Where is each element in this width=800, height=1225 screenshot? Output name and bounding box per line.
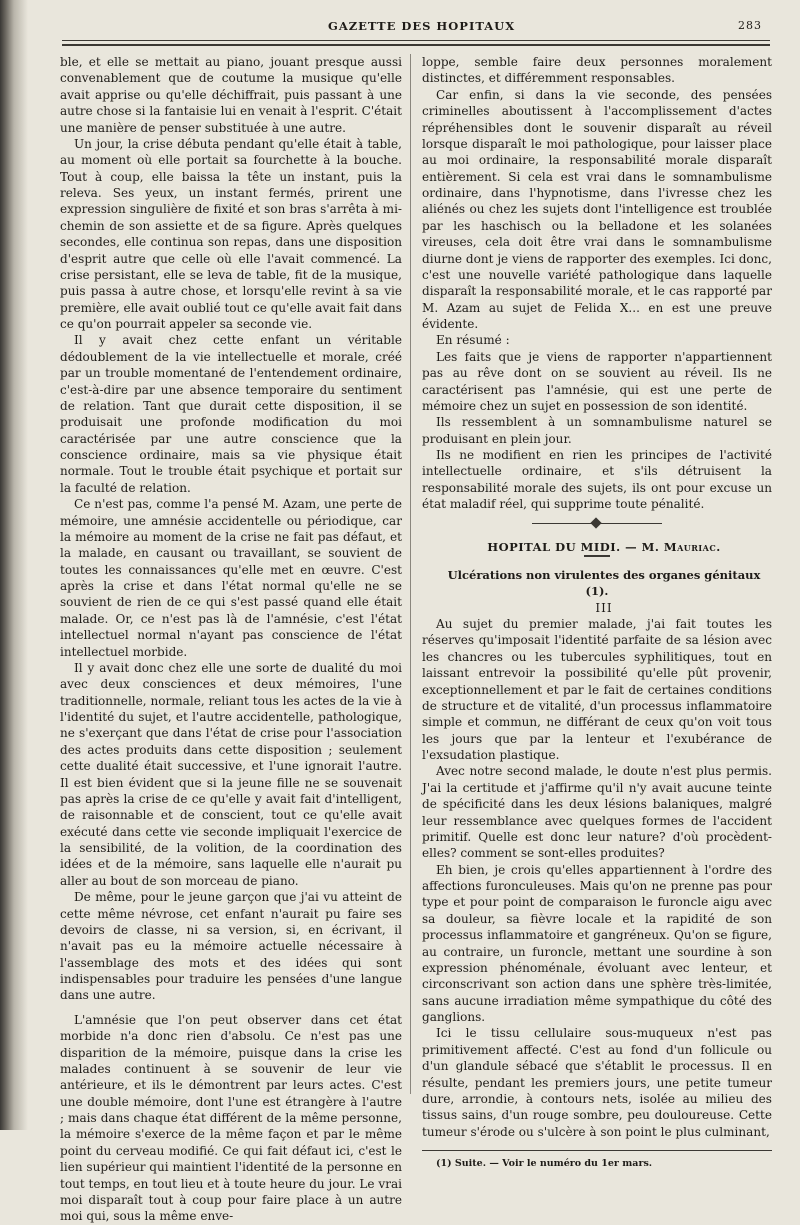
short-rule: [584, 555, 610, 557]
paragraph: Eh bien, je crois qu'elles appartiennent à l'ordre des affections furonculeuses. Mais qu'on ne prenne pas pour type et pour point de comparaison le furoncle aigu avec sa douleur, sa fièvre locale et la rapidité de son processus inflammatoire et gangréneux. Qu'on se figure, au contraire, un furoncle, mettant une sourdine à son expression phénoménale, évoluant avec lenteur, et circonscrivant son action dans une sphère très-limitée, sans aucune irradiation même sympathique du côté des ganglions.: [422, 862, 772, 1024]
left-column: [60, 54, 402, 1225]
right-column: [422, 54, 772, 1172]
footnote: (1) Suite. — Voir le numéro du 1er mars.: [436, 1158, 653, 1169]
paragraph: Il y avait donc chez elle une sorte de dualité du moi avec deux consciences et deux mémoires, l'une traditionnelle, normale, reliant tous les actes de la vie à l'identité du sujet, et l'autre accidentelle, pathologique, ne s'exerçant que dans l'état de crise pour l'association des actes produits dans cette disposition ; seulement cette dualité était successive, et l'une ignorait l'autre. Il est bien évident que si la jeune fille ne se souvenait pas après la crise de ce qu'elle y avait fait d'intelligent, de raisonnable et de conscient, tout ce qu'elle avait exécuté dans cette vie seconde impliquait l'exercice de la sensibilité, de la volition, de la coordination des idées et de la mémoire, sans laquelle elle n'aurait pu aller au bout de son morceau de piano.: [60, 660, 402, 888]
paragraph: Avec notre second malade, le doute n'est plus permis. J'ai la certitude et j'affirme qu'il n'y avait aucune teinte de spécificité dans les deux lésions balaniques, malgré leur ressemblance avec quelques formes de l'accident primitif. Quelle est donc leur nature? d'où procèdent-elles? comment se sont-elles produites?: [422, 764, 772, 861]
paragraph: Ici le tissu cellulaire sous-muqueux n'est pas primitivement affecté. C'est au fond d'un follicule ou d'un glandule sébacé que s'établit le processus. Il en résulte, pendant les premiers jours, une petite tumeur dure, arrondie, à contours nets, isolée au milieu des tissus sains, d'un rouge sombre, peu douloureuse. Cette tumeur s'érode ou s'ulcère à son point le plus culminant,: [422, 1026, 772, 1139]
article-subtitle: Ulcérations non virulentes des organes génitaux (1).: [447, 567, 761, 599]
paragraph: ble, et elle se mettait au piano, jouant presque aussi convenablement que de coutume la musique qu'elle avait apprise ou qu'elle déchiffrait, puis passant à une autre chose si la fantaisie lui en venait à l'esprit. C'était une manière de penser substituée à une autre.: [60, 55, 402, 135]
page-binding-shadow: [0, 0, 28, 1130]
paragraph: De même, pour le jeune garçon que j'ai vu atteint de cette même névrose, cet enfant n'aurait pu faire ses devoirs de classe, ni sa version, si, en écrivant, il n'avait pas eu la mémoire actuelle nécessaire à l'assemblage des mots et des idées qui sont indispensables pour traduire les pensées d'une langue dans une autre.: [60, 890, 402, 1003]
section-heading: [422, 539, 772, 555]
footnote-rule: [422, 1150, 772, 1151]
paragraph: En résumé :: [436, 333, 510, 348]
section-author: — M. Mauriac.: [625, 539, 721, 554]
paragraph: Au sujet du premier malade, j'ai fait toutes les réserves qu'imposait l'identité parfaite de sa lésion avec les chancres ou les tubercules syphilitiques, tout en laissant entrevoir la possibilité qu'elle pût provenir, exceptionnellement et par le fait de certaines conditions de structure et de vitalité, d'un processus inflammatoire simple et commun, ne différant de ceux qu'on voit tous les jours que par la lenteur et l'exubérance de l'exsudation plastique.: [422, 617, 772, 762]
paragraph: Ce n'est pas, comme l'a pensé M. Azam, une perte de mémoire, une amnésie accidentelle ou périodique, car la mémoire au moment de la crise ne fait pas défaut, et la malade, en causant ou travaillant, se souvient de toutes les connaissances qu'elle met en œuvre. C'est après la crise et dans l'état normal qu'elle ne se souvient de rien de ce qui s'est passé quand elle était malade. Or, ce n'est pas là de l'amnésie, c'est l'état intellectuel normal n'ayant pas conscience de l'état intellectuel morbide.: [60, 497, 402, 659]
paragraph: Ils ressemblent à un somnambulisme naturel se produisant en plein jour.: [422, 415, 772, 446]
page-number: 283: [738, 19, 762, 32]
hospital-name: HOPITAL DU MIDI.: [487, 539, 621, 554]
paragraph: loppe, semble faire deux personnes moralement distinctes, et différemment responsables.: [422, 55, 772, 86]
paragraph: Un jour, la crise débuta pendant qu'elle était à table, au moment où elle portait sa fourchette à la bouche. Tout à coup, elle baissa la tête un instant, puis la releva. Ses yeux, un instant fermés, prirent une expression singulière de fixité et son bras s'arrêta à mi-chemin de son assiette et de sa figure. Après quelques secondes, elle continua son repas, dans une disposition d'esprit autre que celle où elle l'avait commencé. La crise persistant, elle se leva de table, fit de la musique, puis passa à autre chose, et lorsqu'elle revint à sa vie première, elle avait oublié tout ce qu'elle avait fait dans ce qu'on pourrait appeler sa seconde vie.: [60, 136, 402, 331]
paragraph: Car enfin, si dans la vie seconde, des pensées criminelles aboutissent à l'accomplissement d'actes répréhensibles dont le souvenir disparaît au réveil lorsque disparaît le moi pathologique, pour laisser place au moi ordinaire, la responsabilité morale disparaît entièrement. Si cela est vrai dans le somnambulisme ordinaire, dans l'hypnotisme, dans l'ivresse chez les aliénés ou chez les sujets dont l'intelligence est troublée par les haschisch ou la belladone et les solanées vireuses, cela doit être vrai dans le somnambulisme diurne dont je viens de rapporter des exemples. Ici donc, c'est une nouvelle variété pathologique dans laquelle disparaît la responsabilité morale, et le cas rapporté par M. Azam au sujet de Felida X... en est une preuve évidente.: [422, 87, 772, 331]
part-number: III: [595, 600, 613, 615]
paragraph: Ils ne modifient en rien les principes de l'activité intellectuelle ordinaire, et s'ils détruisent la responsabilité morale des sujets, ils ont pour excuse un état maladif réel, qui supprime toute pénalité.: [422, 448, 772, 512]
paragraph: L'amnésie que l'on peut observer dans cet état morbide n'a donc rien d'absolu. Ce n'est pas une disparition de la mémoire, puisque dans la crise les malades continuent à se souvenir de leur vie antérieure, et ils le démontrent par leurs actes. C'est une double mémoire, dont l'une est étrangère à l'autre ; mais dans chaque état différent de la même personne, la mémoire s'exerce de la même façon et par le même point du cerveau modifié. Ce qui fait défaut ici, c'est le lien supérieur qui maintient l'identité de la personne en tout temps, en tout lieu et à toute heure du jour. Le vrai moi disparaît tout à coup pour faire place à un autre moi qui, sous la même enve-: [60, 1012, 402, 1224]
header-rule-thin: [62, 40, 770, 41]
column-divider: [410, 54, 411, 1094]
section-ornament-divider: [532, 519, 662, 529]
paragraph: Les faits que je viens de rapporter n'appartiennent pas au rêve dont on se souvient au réveil. Ils ne caractérisent pas l'amnésie, qui est une perte de mémoire chez un sujet en possession de son identité.: [422, 349, 772, 413]
paragraph: Il y avait chez cette enfant un véritable dédoublement de la vie intellectuelle et morale, créé par un trouble momentané de l'entendement ordinaire, c'est-à-dire par une absence temporaire du sentiment de relation. Tant que durait cette disposition, il se produisait une profonde modification du moi caractérisée par une autre conscience que la conscience ordinaire, mais sa vie physique était normale. Tout le trouble était psychique et portait sur la faculté de relation.: [60, 333, 402, 495]
journal-title: GAZETTE DES HOPITAUX: [328, 19, 516, 33]
header-rule-thick: [62, 44, 770, 46]
page-header: [40, 16, 770, 36]
